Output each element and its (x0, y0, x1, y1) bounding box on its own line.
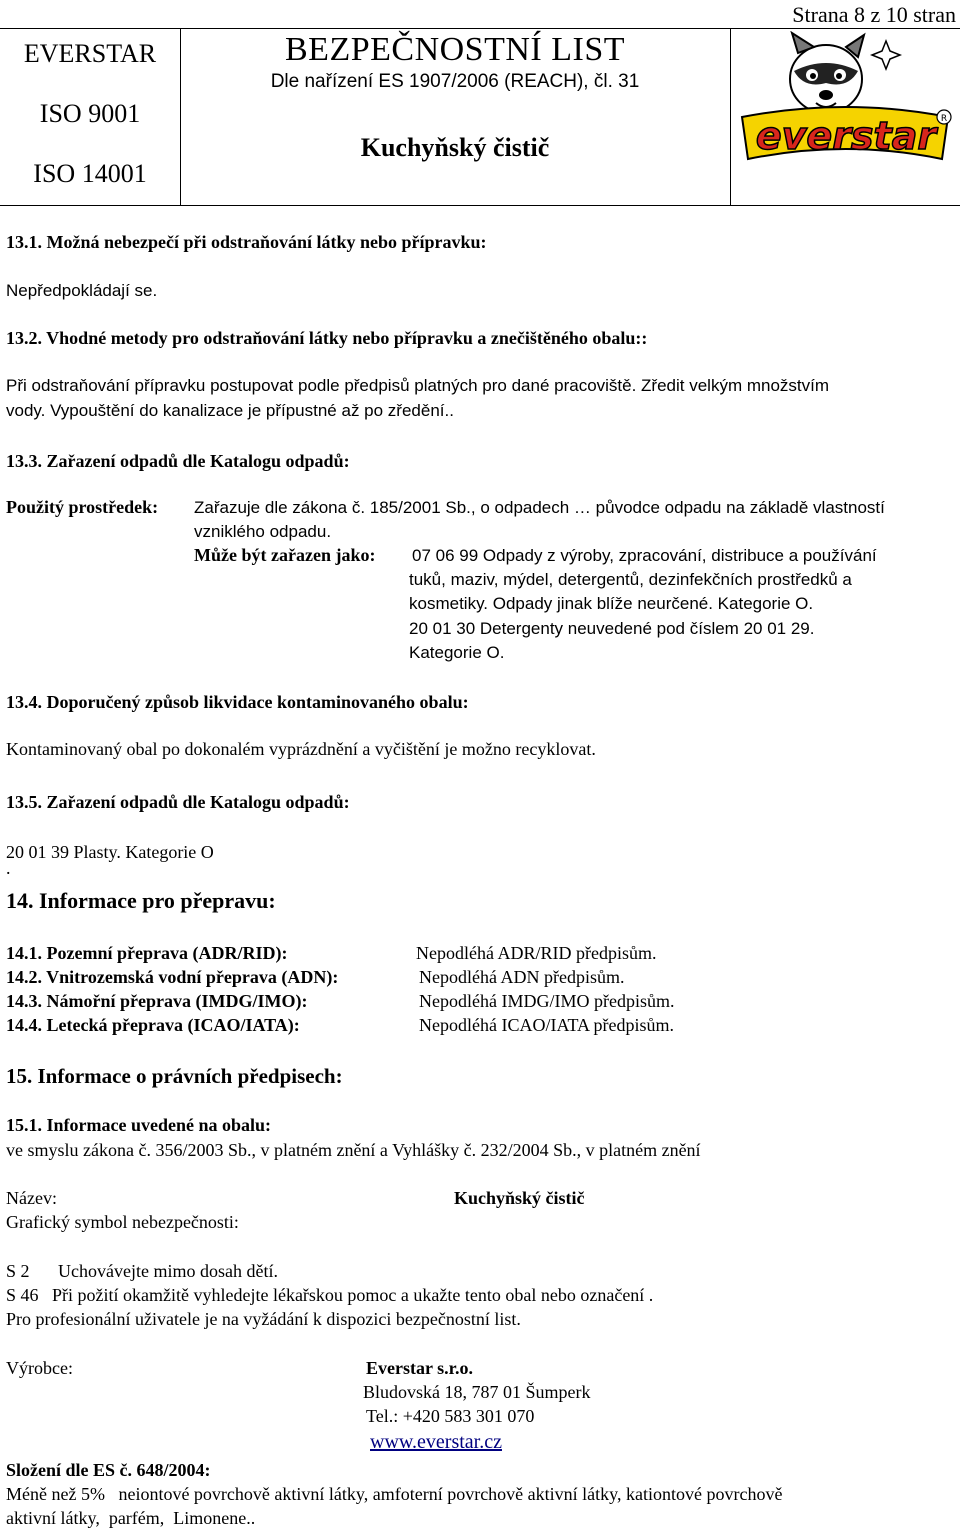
section-13-5-text: 20 01 39 Plasty. Kategorie O (6, 842, 214, 862)
composition-line-2: aktivní látky, parfém, Limonene.. (6, 1508, 256, 1528)
page-counter: Strana 8 z 10 stran (792, 2, 956, 27)
transport-air-label: 14.4. Letecká přeprava (ICAO/IATA): (6, 1015, 300, 1035)
law-reference-text: ve smyslu zákona č. 356/2003 Sb., v platném znění a Vyhlášky č. 232/2004 Sb., v platném znění (6, 1140, 701, 1160)
everstar-logo (736, 31, 956, 181)
transport-sea-value: Nepodléhá IMDG/IMO předpisům. (419, 991, 675, 1011)
s46-line: S 46 Při požití okamžitě vyhledejte lékařskou pomoc a ukažte tento obal nebo označení . (6, 1285, 654, 1305)
section-13-1-heading: 13.1. Možná nebezpečí při odstraňování látky nebo přípravku: (6, 232, 487, 252)
transport-sea-label: 14.3. Námořní přeprava (IMDG/IMO): (6, 991, 308, 1011)
may-be-classified-line-4: 20 01 30 Detergenty neuvedené pod číslem 20 01 29. (409, 619, 815, 638)
professional-users-line: Pro profesionální uživatele je na vyžádání k dispozici bezpečnostní list. (6, 1309, 521, 1329)
header-company-cell (0, 28, 181, 206)
header-logo-cell (730, 28, 960, 206)
may-be-classified-line-3: kosmetiky. Odpady jinak blíže neurčené. Kategorie O. (409, 594, 814, 613)
section-13-1-text: Nepředpokládají se. (6, 281, 158, 300)
manufacturer-address: Bludovská 18, 787 01 Šumperk (363, 1382, 591, 1402)
section-14-heading: 14. Informace pro přepravu: (6, 888, 276, 913)
section-13-4-text: Kontaminovaný obal po dokonalém vyprázdnění a vyčištění je možno recyklovat. (6, 739, 596, 759)
manufacturer-phone: Tel.: +420 583 301 070 (366, 1406, 535, 1426)
document-subtitle: Dle nařízení ES 1907/2006 (REACH), čl. 31 (270, 71, 640, 92)
document-header (0, 28, 960, 204)
section-15-heading: 15. Informace o právních předpisech: (6, 1064, 343, 1088)
transport-air-value: Nepodléhá ICAO/IATA předpisům. (419, 1015, 675, 1035)
product-name: Kuchyňský čistič (360, 133, 550, 162)
name-label: Název: (6, 1188, 57, 1208)
section-13-5-heading: 13.5. Zařazení odpadů dle Katalogu odpadů: (6, 792, 350, 812)
section-13-3-heading: 13.3. Zařazení odpadů dle Katalogu odpadů: (6, 451, 350, 471)
registered-mark: R (940, 114, 948, 124)
header-title-cell (180, 28, 731, 206)
manufacturer-name: Everstar s.r.o. (366, 1358, 473, 1378)
composition-heading: Složení dle ES č. 648/2004: (6, 1460, 211, 1480)
s2-code: S 2 (6, 1261, 30, 1281)
section-13-2-line-1: Při odstraňování přípravku postupovat podle předpisů platných pro dané pracoviště. Zředit velkým množstvím (6, 376, 830, 395)
may-be-classified-line-5: Kategorie O. (409, 643, 505, 662)
hazard-symbol-label: Grafický symbol nebezpečnosti: (6, 1212, 239, 1232)
may-be-classified-label: Může být zařazen jako: (194, 545, 376, 565)
manufacturer-label: Výrobce: (6, 1358, 73, 1378)
used-product-line-2: vzniklého odpadu. (194, 522, 332, 541)
iso-14001: ISO 14001 (33, 159, 147, 188)
logo-wordmark: everstar (755, 114, 937, 158)
section-13-5-dot: . (6, 858, 11, 878)
section-15-1-heading: 15.1. Informace uvedené na obalu: (6, 1115, 271, 1135)
used-product-line-1: Zařazuje dle zákona č. 185/2001 Sb., o odpadech … původce odpadu na základě vlastností (194, 498, 885, 517)
manufacturer-website-link[interactable]: www.everstar.cz (370, 1431, 502, 1453)
transport-road-value: Nepodléhá ADR/RID předpisům. (416, 943, 657, 963)
name-value: Kuchyňský čistič (454, 1188, 585, 1208)
composition-line-1: Méně než 5% neiontové povrchově aktivní látky, amfoterní povrchově aktivní látky, kationtové povrchově (6, 1484, 783, 1504)
transport-road-label: 14.1. Pozemní přeprava (ADR/RID): (6, 943, 288, 963)
company-name: EVERSTAR (23, 39, 157, 68)
section-13-4-heading: 13.4. Doporučený způsob likvidace kontaminovaného obalu: (6, 692, 469, 712)
transport-inland-value: Nepodléhá ADN předpisům. (419, 967, 625, 987)
may-be-classified-line-1: 07 06 99 Odpady z výroby, zpracování, distribuce a používání (412, 546, 877, 565)
used-product-label: Použitý prostředek: (6, 497, 159, 517)
iso-9001: ISO 9001 (39, 99, 141, 128)
section-13-2-line-2: vody. Vypouštění do kanalizace je přípustné až po zředění.. (6, 401, 454, 420)
document-title: BEZPEČNOSTNÍ LIST (285, 31, 625, 68)
raccoon-mascot-icon (736, 31, 956, 181)
s2-text: Uchovávejte mimo dosah dětí. (58, 1261, 278, 1281)
section-13-2-heading: 13.2. Vhodné metody pro odstraňování látky nebo přípravku a znečištěného obalu:: (6, 328, 648, 348)
may-be-classified-line-2: tuků, maziv, mýdel, detergentů, dezinfekčních prostředků a (409, 570, 852, 589)
transport-inland-label: 14.2. Vnitrozemská vodní přeprava (ADN): (6, 967, 339, 987)
